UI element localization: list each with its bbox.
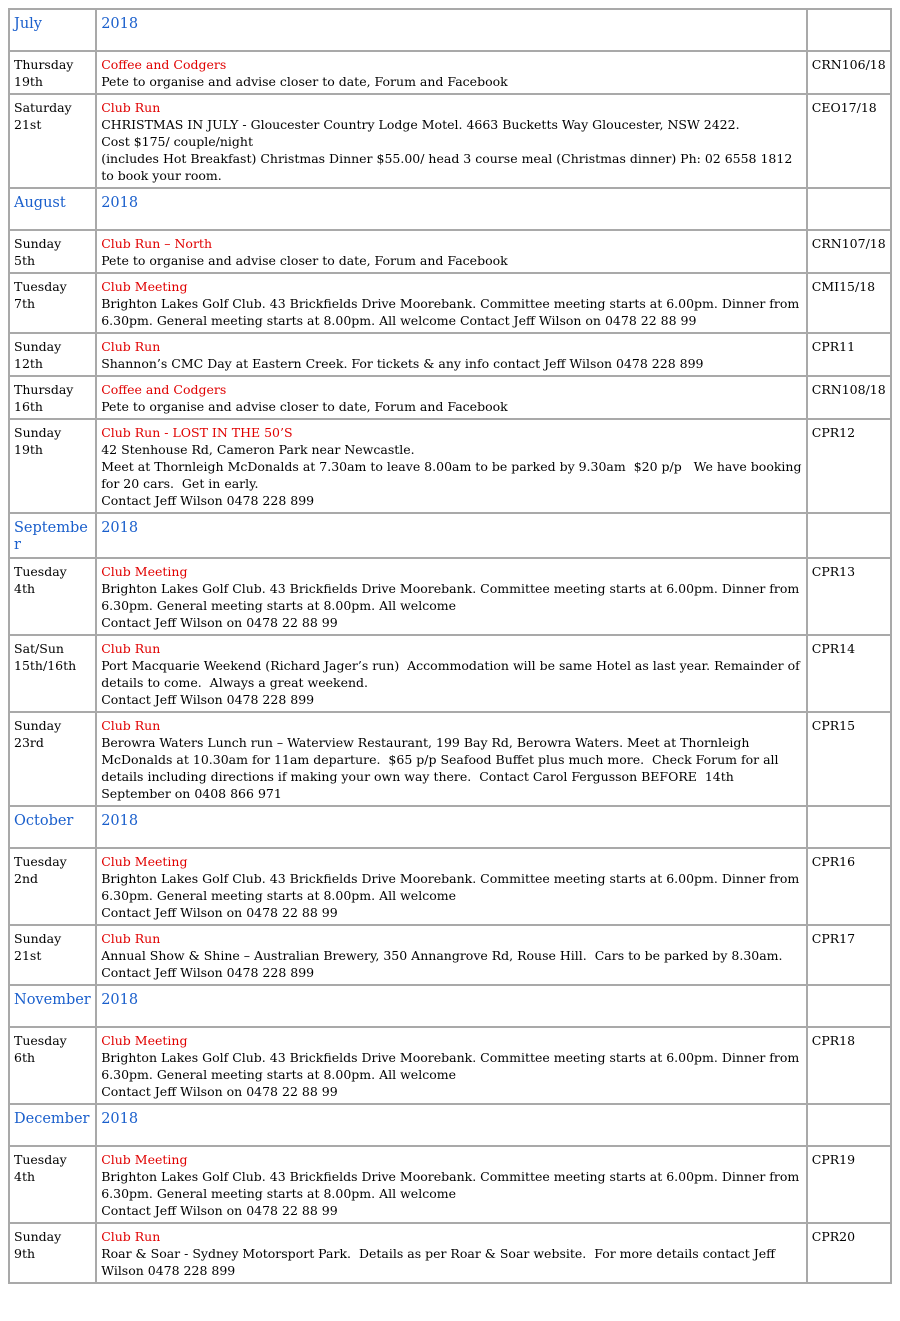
month-header-row: [9, 1104, 891, 1146]
event-title: Club Meeting: [101, 1152, 188, 1167]
event-date: 21st: [14, 948, 42, 963]
event-code: CPR11: [807, 333, 891, 376]
event-date-cell: [9, 1223, 96, 1283]
event-row: [9, 419, 891, 513]
event-detail-line: Brighton Lakes Golf Club. 43 Brickfields Drive Moorebank. Committee meeting starts at 6.00pm. Dinner from 6.30pm. General meeting starts at 8.00pm. All welcome Contact Jeff Wilson on 0478 22 88 99: [101, 296, 804, 328]
event-date: 16th: [14, 399, 43, 414]
event-date-cell: [9, 230, 96, 273]
event-date: 9th: [14, 1246, 36, 1261]
event-date-cell: [9, 848, 96, 925]
event-details-cell: [96, 1146, 807, 1223]
event-row: [9, 1027, 891, 1104]
event-day: Sat/Sun: [14, 641, 64, 656]
event-detail-line: 42 Stenhouse Rd, Cameron Park near Newcastle.: [101, 442, 415, 457]
month-name: July: [9, 9, 96, 51]
event-row: [9, 51, 891, 94]
event-day: Sunday: [14, 1229, 62, 1244]
event-detail-line: Brighton Lakes Golf Club. 43 Brickfields Drive Moorebank. Committee meeting starts at 6.00pm. Dinner from 6.30pm. General meeting starts at 8.00pm. All welcome: [101, 1050, 804, 1082]
event-date-cell: [9, 333, 96, 376]
event-code: CMI15/18: [807, 273, 891, 333]
event-title: Club Meeting: [101, 279, 188, 294]
event-title: Club Run: [101, 718, 161, 733]
event-date: 21st: [14, 117, 42, 132]
event-title: Club Meeting: [101, 1033, 188, 1048]
event-day: Sunday: [14, 718, 62, 733]
event-detail-line: Contact Jeff Wilson 0478 228 899: [101, 493, 315, 508]
event-day: Tuesday: [14, 1152, 67, 1167]
event-date: 4th: [14, 1169, 36, 1184]
event-details-cell: [96, 635, 807, 712]
event-detail-line: Brighton Lakes Golf Club. 43 Brickfields Drive Moorebank. Committee meeting starts at 6.00pm. Dinner from 6.30pm. General meeting starts at 8.00pm. All welcome: [101, 1169, 804, 1201]
event-detail-line: Contact Jeff Wilson on 0478 22 88 99: [101, 615, 338, 630]
event-title: Club Run: [101, 1229, 161, 1244]
event-detail-line: CHRISTMAS IN JULY - Gloucester Country Lodge Motel. 4663 Bucketts Way Gloucester, NSW 2422.: [101, 117, 740, 132]
event-code: CRN107/18: [807, 230, 891, 273]
month-year: 2018: [96, 1104, 807, 1146]
event-code: CEO17/18: [807, 94, 891, 188]
event-date: 5th: [14, 253, 36, 268]
month-name: December: [9, 1104, 96, 1146]
event-title: Club Meeting: [101, 564, 188, 579]
event-date-cell: [9, 1027, 96, 1104]
event-code: CPR18: [807, 1027, 891, 1104]
events-calendar-table: [8, 8, 892, 1284]
event-date: 2nd: [14, 871, 39, 886]
month-code-cell: [807, 513, 891, 558]
event-details-cell: [96, 1027, 807, 1104]
month-header-row: [9, 513, 891, 558]
event-date-cell: [9, 51, 96, 94]
event-details-cell: [96, 419, 807, 513]
event-row: [9, 333, 891, 376]
event-row: [9, 558, 891, 635]
event-details-cell: [96, 230, 807, 273]
event-date: 6th: [14, 1050, 36, 1065]
event-row: [9, 1223, 891, 1283]
month-code-cell: [807, 188, 891, 230]
event-detail-line: Port Macquarie Weekend (Richard Jager’s run) Accommodation will be same Hotel as last year. Remainder of details to come. Always a great weekend.: [101, 658, 804, 690]
event-date: 4th: [14, 581, 36, 596]
event-day: Sunday: [14, 339, 62, 354]
event-detail-line: Cost $175/ couple/night: [101, 134, 253, 149]
event-detail-line: Pete to organise and advise closer to date, Forum and Facebook: [101, 74, 508, 89]
event-detail-line: Contact Jeff Wilson 0478 228 899: [101, 965, 315, 980]
event-day: Tuesday: [14, 1033, 67, 1048]
event-day: Tuesday: [14, 854, 67, 869]
month-year: 2018: [96, 188, 807, 230]
month-code-cell: [807, 9, 891, 51]
calendar-body: [9, 9, 891, 1283]
event-date: 19th: [14, 442, 43, 457]
event-date-cell: [9, 94, 96, 188]
event-day: Thursday: [14, 57, 74, 72]
event-code: CPR14: [807, 635, 891, 712]
event-detail-line: Contact Jeff Wilson 0478 228 899: [101, 692, 315, 707]
event-title: Club Run: [101, 931, 161, 946]
event-row: [9, 712, 891, 806]
event-details-cell: [96, 848, 807, 925]
event-title: Club Run: [101, 641, 161, 656]
event-detail-line: Berowra Waters Lunch run – Waterview Restaurant, 199 Bay Rd, Berowra Waters. Meet at Thornleigh McDonalds at 10.30am for 11am departure. $65 p/p Seafood Buffet plus much more. Check Forum for all details including directions if making your own way there. Contact Carol Fergusson BEFORE 14th September on 0408 866 971: [101, 735, 783, 801]
event-row: [9, 376, 891, 419]
event-details-cell: [96, 558, 807, 635]
event-date: 19th: [14, 74, 43, 89]
month-code-cell: [807, 806, 891, 848]
event-detail-line: Meet at Thornleigh McDonalds at 7.30am to leave 8.00am to be parked by 9.30am $20 p/p We have booking for 20 cars. Get in early.: [101, 459, 806, 491]
month-code-cell: [807, 985, 891, 1027]
event-row: [9, 635, 891, 712]
event-date: 15th/16th: [14, 658, 77, 673]
event-code: CPR13: [807, 558, 891, 635]
event-date-cell: [9, 925, 96, 985]
month-year: 2018: [96, 985, 807, 1027]
event-date: 12th: [14, 356, 43, 371]
month-year: 2018: [96, 513, 807, 558]
event-detail-line: Pete to organise and advise closer to date, Forum and Facebook: [101, 253, 508, 268]
event-detail-line: Contact Jeff Wilson on 0478 22 88 99: [101, 905, 338, 920]
event-detail-line: Contact Jeff Wilson on 0478 22 88 99: [101, 1084, 338, 1099]
month-name: September: [9, 513, 96, 558]
event-day: Tuesday: [14, 279, 67, 294]
event-title: Coffee and Codgers: [101, 382, 227, 397]
month-name: August: [9, 188, 96, 230]
event-row: [9, 230, 891, 273]
event-code: CRN106/18: [807, 51, 891, 94]
month-header-row: [9, 985, 891, 1027]
event-day: Sunday: [14, 931, 62, 946]
event-detail-line: Roar & Soar - Sydney Motorsport Park. Details as per Roar & Soar website. For more details contact Jeff Wilson 0478 228 899: [101, 1246, 779, 1278]
event-title: Coffee and Codgers: [101, 57, 227, 72]
event-row: [9, 848, 891, 925]
event-title: Club Run - LOST IN THE 50’S: [101, 425, 293, 440]
event-code: CPR17: [807, 925, 891, 985]
event-detail-line: Contact Jeff Wilson on 0478 22 88 99: [101, 1203, 338, 1218]
event-details-cell: [96, 925, 807, 985]
month-code-cell: [807, 1104, 891, 1146]
event-date-cell: [9, 635, 96, 712]
month-year: 2018: [96, 9, 807, 51]
event-detail-line: Brighton Lakes Golf Club. 43 Brickfields Drive Moorebank. Committee meeting starts at 6.00pm. Dinner from 6.30pm. General meeting starts at 8.00pm. All welcome: [101, 581, 804, 613]
event-row: [9, 925, 891, 985]
event-day: Sunday: [14, 236, 62, 251]
event-date-cell: [9, 273, 96, 333]
event-detail-line: Brighton Lakes Golf Club. 43 Brickfields Drive Moorebank. Committee meeting starts at 6.00pm. Dinner from 6.30pm. General meeting starts at 8.00pm. All welcome: [101, 871, 804, 903]
event-date-cell: [9, 712, 96, 806]
event-detail-line: (includes Hot Breakfast) Christmas Dinner $55.00/ head 3 course meal (Christmas dinner) Ph: 02 6558 1812 to book your room.: [101, 151, 797, 183]
event-code: CPR12: [807, 419, 891, 513]
event-code: CRN108/18: [807, 376, 891, 419]
event-details-cell: [96, 712, 807, 806]
event-date-cell: [9, 1146, 96, 1223]
event-day: Sunday: [14, 425, 62, 440]
event-title: Club Run: [101, 339, 161, 354]
month-header-row: [9, 9, 891, 51]
event-date-cell: [9, 376, 96, 419]
event-row: [9, 94, 891, 188]
month-year: 2018: [96, 806, 807, 848]
month-header-row: [9, 188, 891, 230]
event-day: Tuesday: [14, 564, 67, 579]
event-row: [9, 273, 891, 333]
event-code: CPR20: [807, 1223, 891, 1283]
event-details-cell: [96, 376, 807, 419]
event-date: 23rd: [14, 735, 44, 750]
event-details-cell: [96, 333, 807, 376]
event-details-cell: [96, 51, 807, 94]
event-details-cell: [96, 273, 807, 333]
event-details-cell: [96, 1223, 807, 1283]
month-name: November: [9, 985, 96, 1027]
event-code: CPR15: [807, 712, 891, 806]
event-row: [9, 1146, 891, 1223]
month-name: October: [9, 806, 96, 848]
event-day: Thursday: [14, 382, 74, 397]
event-day: Saturday: [14, 100, 72, 115]
event-detail-line: Annual Show & Shine – Australian Brewery, 350 Annangrove Rd, Rouse Hill. Cars to be parked by 8.30am.: [101, 948, 783, 963]
month-header-row: [9, 806, 891, 848]
event-code: CPR16: [807, 848, 891, 925]
event-detail-line: Shannon’s CMC Day at Eastern Creek. For tickets & any info contact Jeff Wilson 0478 228 899: [101, 356, 704, 371]
event-title: Club Meeting: [101, 854, 188, 869]
event-code: CPR19: [807, 1146, 891, 1223]
event-details-cell: [96, 94, 807, 188]
event-detail-line: Pete to organise and advise closer to date, Forum and Facebook: [101, 399, 508, 414]
event-title: Club Run: [101, 100, 161, 115]
event-title: Club Run – North: [101, 236, 212, 251]
event-date-cell: [9, 558, 96, 635]
event-date-cell: [9, 419, 96, 513]
event-date: 7th: [14, 296, 36, 311]
